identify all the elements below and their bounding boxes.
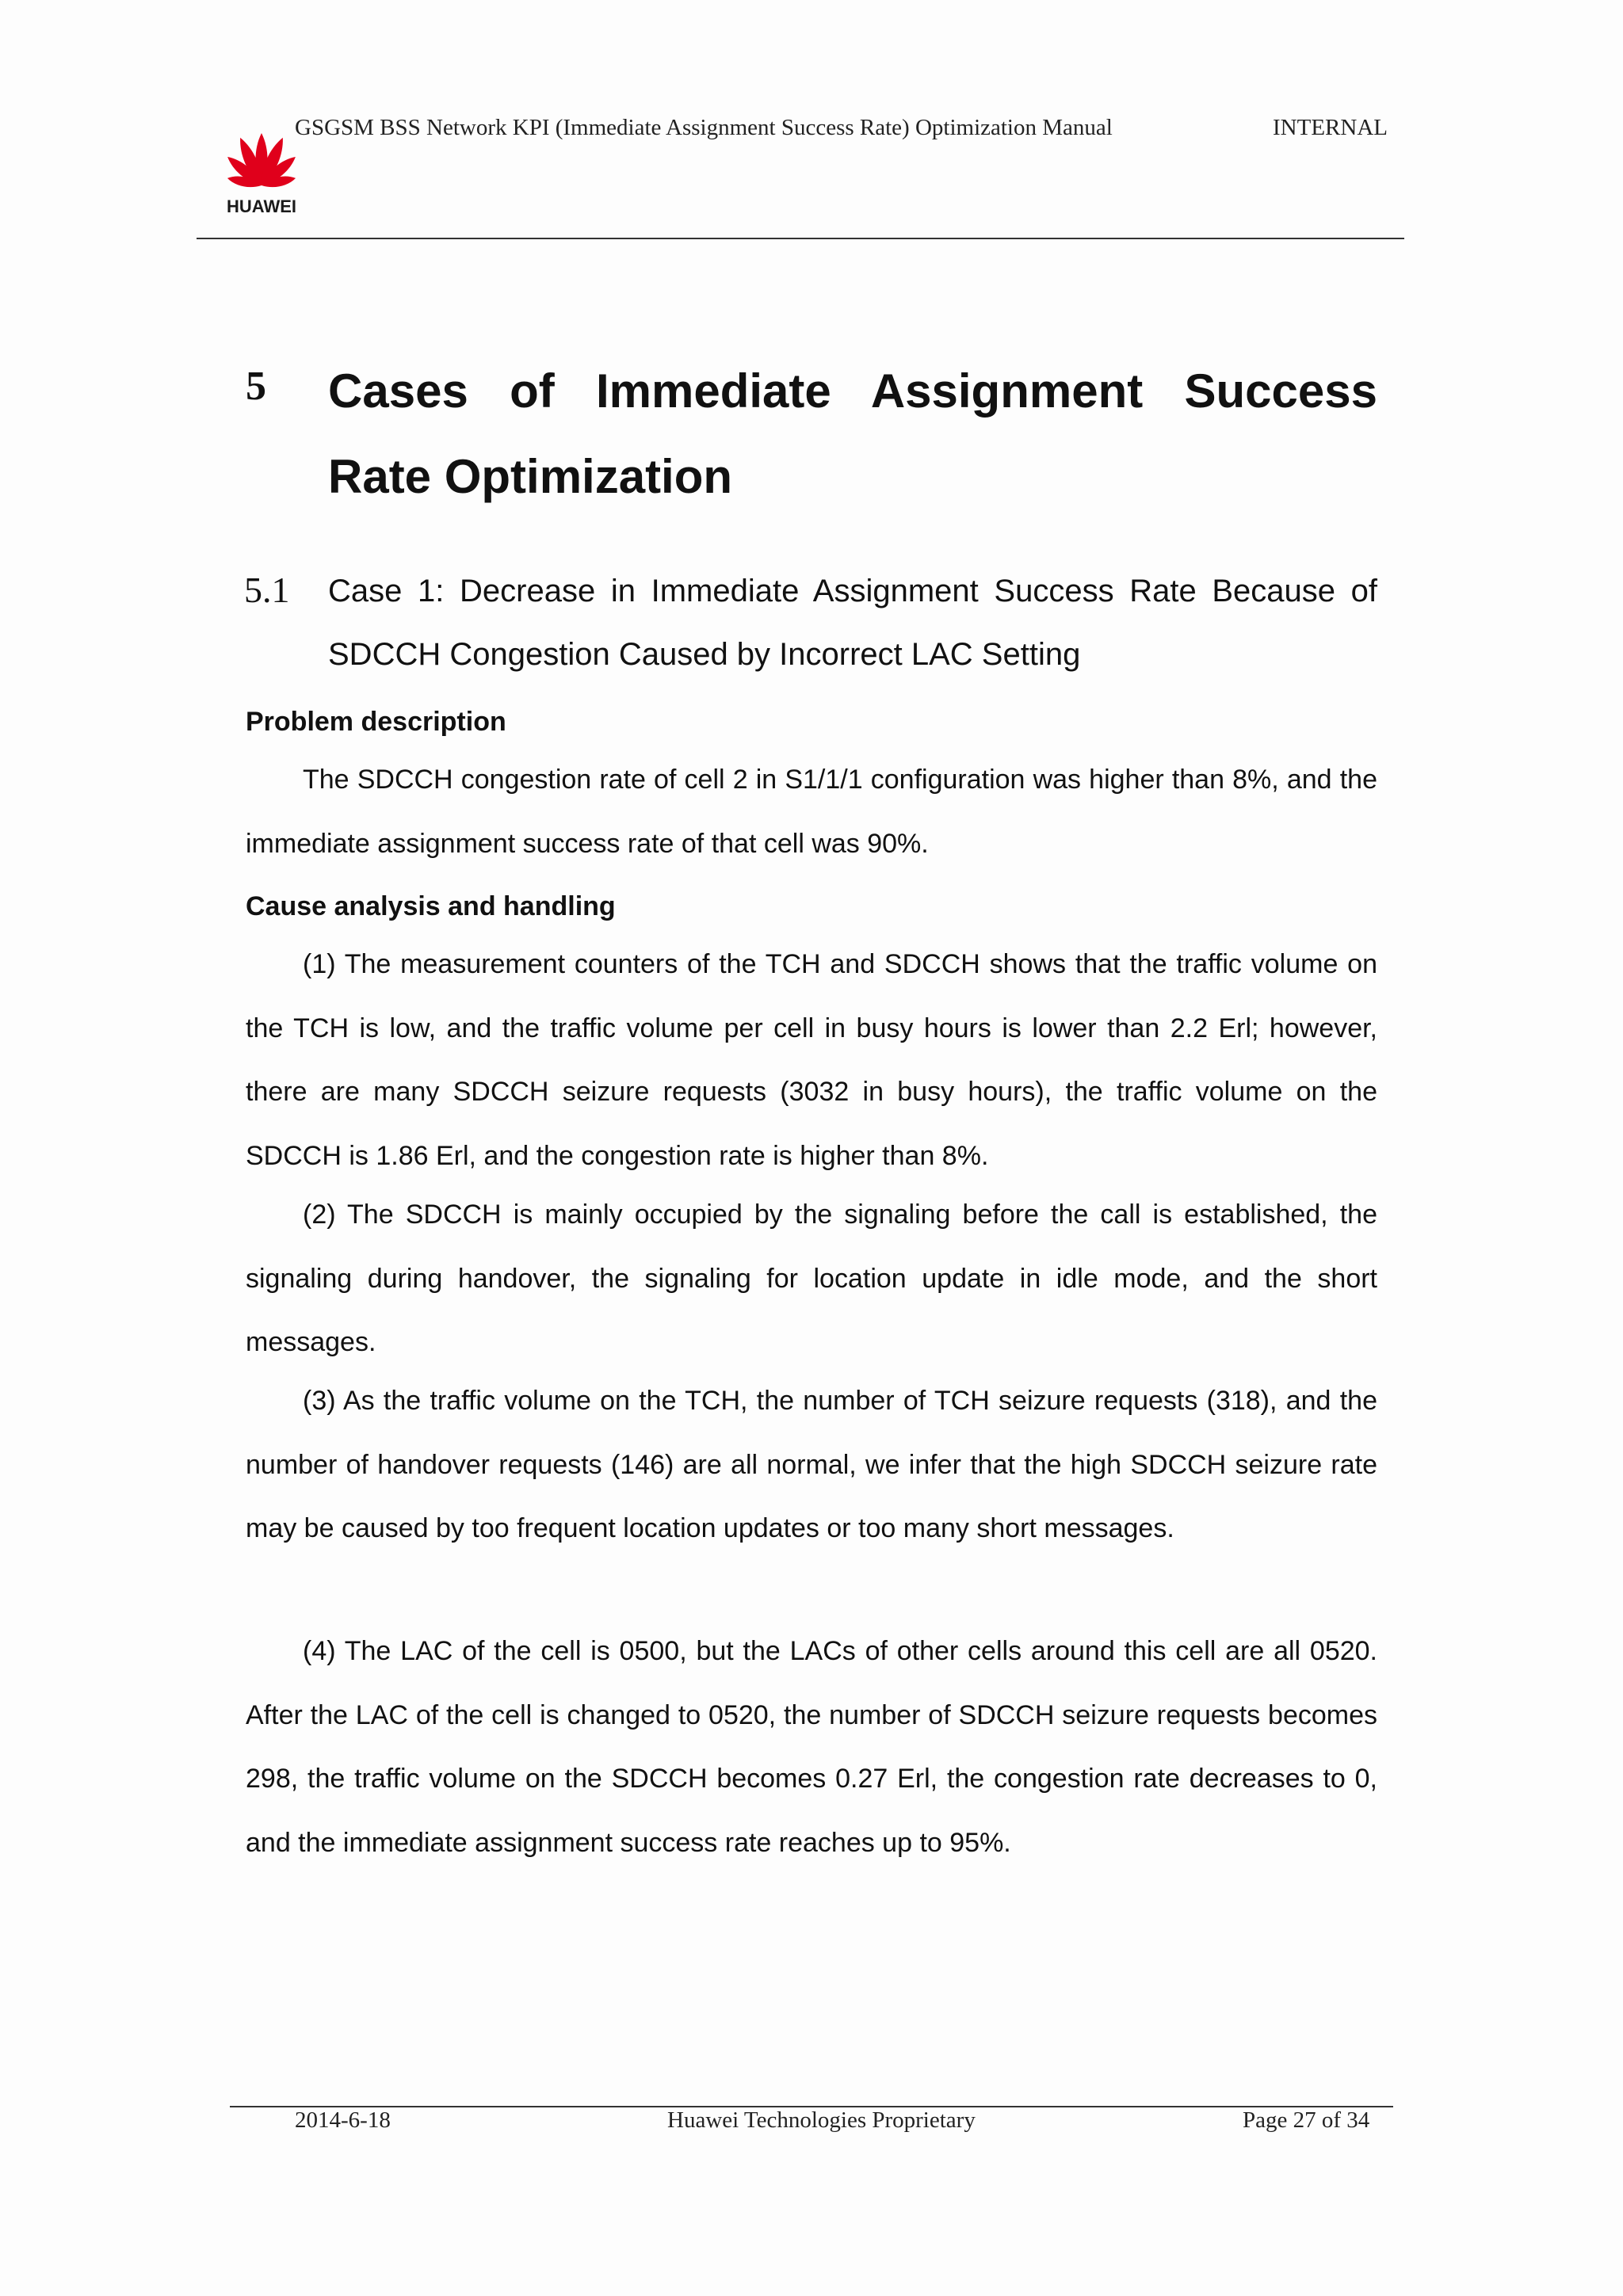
- header-document-title: GSGSM BSS Network KPI (Immediate Assignment Success Rate) Optimization Manual: [295, 115, 1113, 140]
- chapter-title: Cases of Immediate Assignment Success Rate Optimization: [328, 364, 1377, 503]
- cause-paragraph-1: (1) The measurement counters of the TCH and SDCCH shows that the traffic volume on the TCH is low, and the traffic volume per cell in busy hours is lower than 2.2 Erl; however, there are many SDCCH seizure requests (3032 in busy hours), the traffic volume on the SDCCH is 1.86 Erl, and the congestion rate is higher than 8%.: [246, 949, 1377, 1172]
- problem-description-paragraph: The SDCCH congestion rate of cell 2 in S1/1/1 configuration was higher than 8%, and the immediate assignment success rate of that cell was 90%.: [246, 765, 1377, 859]
- cause-paragraph-4: (4) The LAC of the cell is 0500, but the LACs of other cells around this cell are all 0520. After the LAC of the cell is changed to 0520, the number of SDCCH seizure requests becomes 298, the traffic volume on the SDCCH becomes 0.27 Erl, the congestion rate decreases to 0, and the immediate assignment success rate reaches up to 95%.: [246, 1636, 1377, 1859]
- cause-analysis-heading: Cause analysis and handling: [246, 891, 616, 921]
- header-divider: [197, 238, 1404, 239]
- footer-page-number: Page 27 of 34: [1243, 2107, 1370, 2133]
- footer-date: 2014-6-18: [295, 2107, 391, 2133]
- section-number: 5.1: [244, 570, 290, 610]
- cause-paragraph-2: (2) The SDCCH is mainly occupied by the signaling before the call is established, the signaling during handover, the signaling for location update in idle mode, and the short messages.: [246, 1199, 1377, 1358]
- chapter-number: 5: [246, 364, 266, 409]
- logo-wordmark: HUAWEI: [227, 196, 296, 216]
- section-title: Case 1: Decrease in Immediate Assignment Success Rate Because of SDCCH Congestion Caused by Incorrect LAC Setting: [328, 574, 1377, 672]
- footer-proprietary-notice: Huawei Technologies Proprietary: [667, 2107, 976, 2133]
- header-classification: INTERNAL: [1273, 115, 1388, 140]
- problem-description-heading: Problem description: [246, 707, 506, 737]
- cause-paragraph-3: (3) As the traffic volume on the TCH, the number of TCH seizure requests (318), and the number of handover requests (146) are all normal, we infer that the high SDCCH seizure rate may be caused by too frequent location updates or too many short messages.: [246, 1386, 1377, 1544]
